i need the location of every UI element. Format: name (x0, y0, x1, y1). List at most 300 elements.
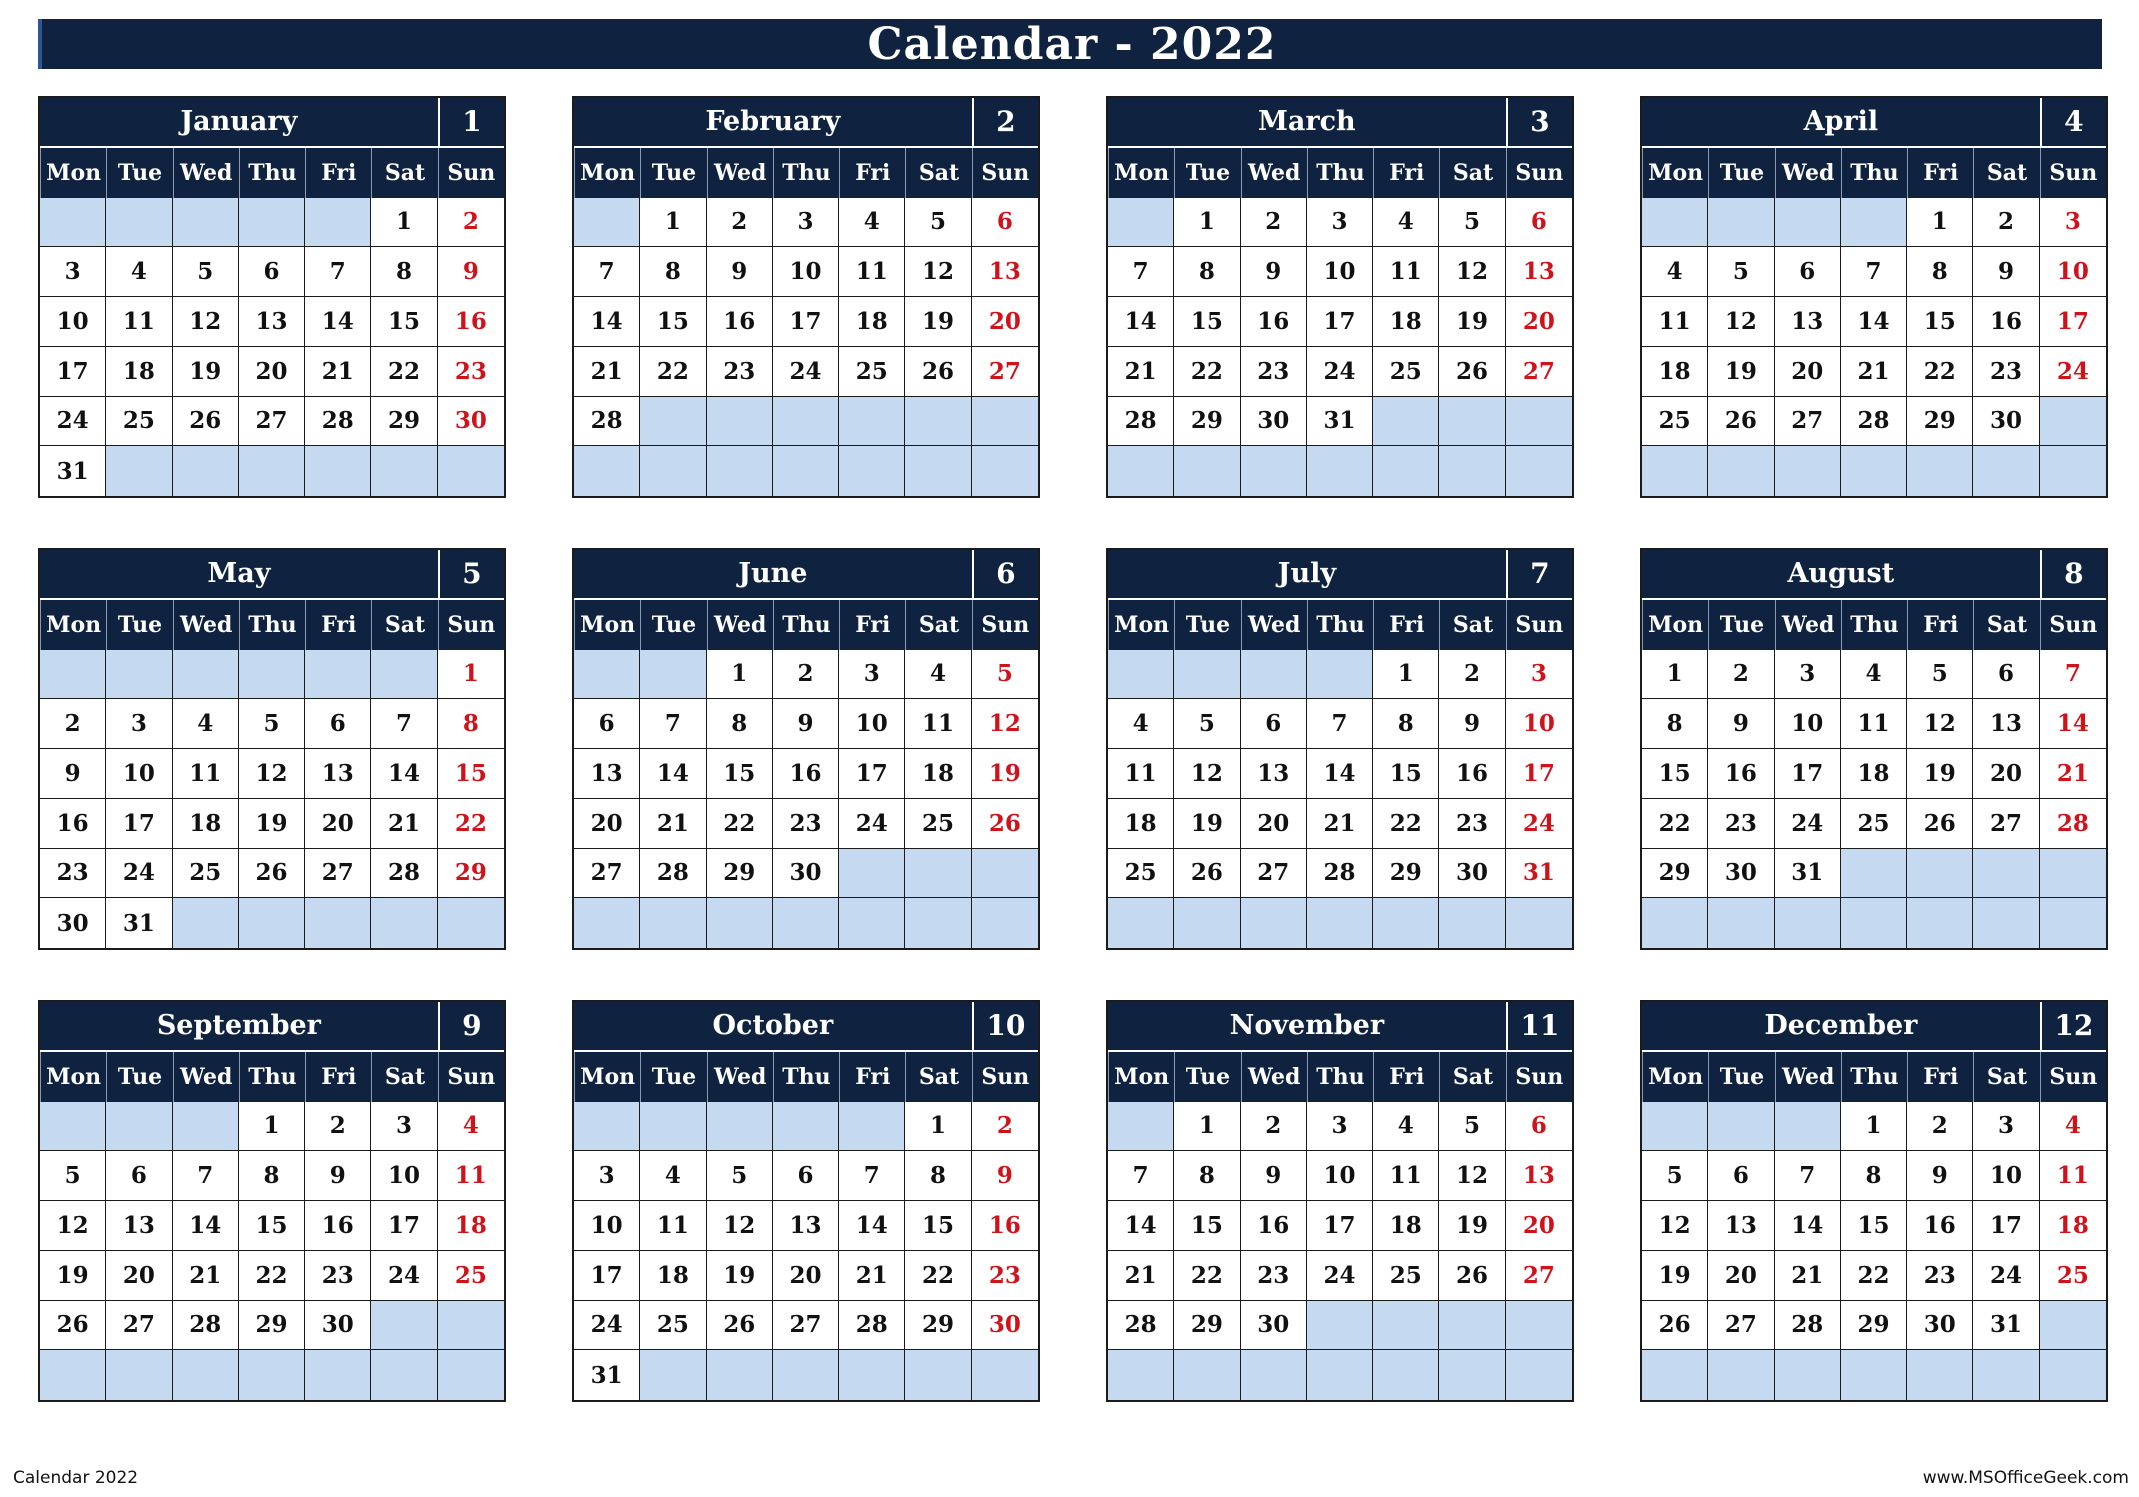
weekday-header: Thu (773, 1052, 839, 1102)
weekday-header: Wed (707, 1052, 773, 1102)
day-cell: 9 (305, 1151, 371, 1201)
weekday-header: Mon (574, 148, 640, 198)
day-cell: 8 (1174, 1151, 1240, 1201)
empty-day-cell (1973, 446, 2039, 496)
month-name: August (1642, 550, 2040, 600)
day-cell: 10 (1307, 1151, 1373, 1201)
day-cell: 29 (1642, 849, 1708, 899)
day-cell: 9 (972, 1151, 1038, 1201)
weekday-header: Thu (1307, 1052, 1373, 1102)
day-cell: 10 (1973, 1151, 2039, 1201)
page-title: Calendar - 2022 (867, 18, 1277, 70)
empty-day-cell (1506, 446, 1572, 496)
day-cell: 31 (574, 1350, 640, 1400)
day-cell: 2 (1973, 198, 2039, 248)
empty-day-cell (1642, 898, 1708, 948)
day-cell: 27 (574, 849, 640, 899)
day-cell: 10 (106, 749, 172, 799)
day-cell: 12 (905, 247, 971, 297)
empty-day-cell (40, 1102, 106, 1152)
empty-day-cell (173, 1102, 239, 1152)
day-cell: 14 (1307, 749, 1373, 799)
day-cell: 13 (773, 1201, 839, 1251)
weekday-header: Sun (972, 600, 1038, 650)
day-cell: 5 (1642, 1151, 1708, 1201)
day-cell: 16 (1241, 297, 1307, 347)
weekday-header: Wed (707, 148, 773, 198)
day-cell: 27 (1775, 397, 1841, 447)
day-cell: 21 (1108, 1251, 1174, 1301)
weekday-header: Thu (1841, 1052, 1907, 1102)
weekday-header: Wed (173, 148, 239, 198)
empty-day-cell (839, 446, 905, 496)
weekday-header: Mon (40, 148, 106, 198)
day-cell: 8 (1907, 247, 1973, 297)
day-cell: 4 (905, 650, 971, 700)
day-cell: 24 (773, 347, 839, 397)
day-cell: 8 (905, 1151, 971, 1201)
day-cell: 28 (1775, 1301, 1841, 1351)
day-cell: 24 (2040, 347, 2106, 397)
day-cell: 17 (40, 347, 106, 397)
month-name: September (40, 1002, 438, 1052)
day-cell: 25 (1373, 1251, 1439, 1301)
day-cell: 7 (1841, 247, 1907, 297)
weekday-header: Tue (1174, 148, 1240, 198)
day-cell: 23 (438, 347, 504, 397)
day-cell: 13 (1708, 1201, 1774, 1251)
day-cell: 18 (106, 347, 172, 397)
empty-day-cell (972, 446, 1038, 496)
day-cell: 18 (905, 749, 971, 799)
weekday-header: Fri (839, 148, 905, 198)
day-cell: 26 (1907, 799, 1973, 849)
empty-day-cell (1506, 1350, 1572, 1400)
footer-left-text: Calendar 2022 (13, 1468, 139, 1488)
day-cell: 17 (371, 1201, 437, 1251)
day-cell: 28 (305, 397, 371, 447)
day-cell: 28 (173, 1301, 239, 1351)
day-cell: 16 (1241, 1201, 1307, 1251)
day-cell: 6 (106, 1151, 172, 1201)
day-cell: 14 (1841, 297, 1907, 347)
day-cell: 26 (173, 397, 239, 447)
day-cell: 21 (574, 347, 640, 397)
weekday-header: Tue (1174, 1052, 1240, 1102)
empty-day-cell (1841, 898, 1907, 948)
month-block-december (1640, 1000, 2108, 1402)
day-cell: 28 (371, 849, 437, 899)
empty-day-cell (707, 1350, 773, 1400)
day-cell: 2 (1439, 650, 1505, 700)
empty-day-cell (2040, 397, 2106, 447)
day-cell: 12 (972, 699, 1038, 749)
day-cell: 13 (1506, 247, 1572, 297)
empty-day-cell (106, 650, 172, 700)
day-cell: 7 (1108, 247, 1174, 297)
day-cell: 20 (1506, 1201, 1572, 1251)
empty-day-cell (1307, 1301, 1373, 1351)
empty-day-cell (1439, 397, 1505, 447)
day-cell: 6 (305, 699, 371, 749)
day-cell: 3 (1307, 198, 1373, 248)
empty-day-cell (1506, 898, 1572, 948)
empty-day-cell (438, 1350, 504, 1400)
day-cell: 5 (1174, 699, 1240, 749)
weekday-header: Tue (1708, 148, 1774, 198)
day-cell: 30 (773, 849, 839, 899)
day-cell: 14 (371, 749, 437, 799)
day-cell: 17 (1506, 749, 1572, 799)
day-cell: 4 (839, 198, 905, 248)
month-name: January (40, 98, 438, 148)
day-cell: 29 (1174, 397, 1240, 447)
day-cell: 25 (905, 799, 971, 849)
day-cell: 16 (438, 297, 504, 347)
empty-day-cell (239, 198, 305, 248)
day-cell: 3 (839, 650, 905, 700)
day-cell: 9 (773, 699, 839, 749)
day-cell: 26 (1642, 1301, 1708, 1351)
day-cell: 25 (1841, 799, 1907, 849)
day-cell: 30 (305, 1301, 371, 1351)
empty-day-cell (239, 898, 305, 948)
day-cell: 21 (2040, 749, 2106, 799)
day-cell: 30 (438, 397, 504, 447)
day-cell: 30 (1907, 1301, 1973, 1351)
weekday-header: Mon (574, 600, 640, 650)
day-cell: 15 (1642, 749, 1708, 799)
day-cell: 21 (839, 1251, 905, 1301)
weekday-header: Thu (239, 1052, 305, 1102)
day-cell: 26 (1174, 849, 1240, 899)
empty-day-cell (1708, 198, 1774, 248)
weekday-header: Sun (1506, 148, 1572, 198)
day-cell: 22 (1642, 799, 1708, 849)
day-cell: 20 (106, 1251, 172, 1301)
day-cell: 15 (438, 749, 504, 799)
day-cell: 4 (1841, 650, 1907, 700)
month-block-august (1640, 548, 2108, 950)
day-cell: 17 (1307, 1201, 1373, 1251)
empty-day-cell (2040, 1301, 2106, 1351)
weekday-header: Sun (1506, 1052, 1572, 1102)
empty-day-cell (2040, 849, 2106, 899)
weekday-header: Sat (1973, 600, 2039, 650)
day-cell: 18 (438, 1201, 504, 1251)
empty-day-cell (839, 1350, 905, 1400)
day-cell: 27 (1506, 347, 1572, 397)
day-cell: 25 (438, 1251, 504, 1301)
day-cell: 19 (1174, 799, 1240, 849)
day-cell: 28 (574, 397, 640, 447)
day-cell: 9 (1241, 247, 1307, 297)
day-cell: 12 (173, 297, 239, 347)
day-cell: 6 (239, 247, 305, 297)
weekday-header: Sat (1439, 1052, 1505, 1102)
day-cell: 14 (839, 1201, 905, 1251)
empty-day-cell (640, 898, 706, 948)
weekday-header: Thu (239, 600, 305, 650)
day-cell: 13 (239, 297, 305, 347)
empty-day-cell (371, 650, 437, 700)
day-cell: 14 (574, 297, 640, 347)
month-number: 2 (972, 98, 1038, 148)
day-cell: 26 (1439, 1251, 1505, 1301)
day-cell: 12 (1439, 247, 1505, 297)
empty-day-cell (1241, 898, 1307, 948)
empty-day-cell (773, 898, 839, 948)
day-cell: 4 (173, 699, 239, 749)
day-cell: 16 (1973, 297, 2039, 347)
day-cell: 1 (1174, 198, 1240, 248)
day-cell: 15 (1841, 1201, 1907, 1251)
day-cell: 7 (1108, 1151, 1174, 1201)
day-cell: 22 (1174, 1251, 1240, 1301)
day-cell: 27 (239, 397, 305, 447)
weekday-header: Wed (1775, 600, 1841, 650)
day-cell: 2 (1241, 198, 1307, 248)
day-cell: 27 (1241, 849, 1307, 899)
weekday-header: Tue (106, 148, 172, 198)
weekday-header: Tue (1708, 600, 1774, 650)
day-cell: 21 (305, 347, 371, 397)
day-cell: 22 (239, 1251, 305, 1301)
day-cell: 31 (1775, 849, 1841, 899)
weekday-header: Sun (972, 1052, 1038, 1102)
day-cell: 29 (438, 849, 504, 899)
empty-day-cell (1439, 898, 1505, 948)
empty-day-cell (574, 898, 640, 948)
day-cell: 16 (1708, 749, 1774, 799)
day-cell: 25 (173, 849, 239, 899)
weekday-header: Sun (2040, 600, 2106, 650)
weekday-header: Fri (1907, 148, 1973, 198)
day-cell: 17 (574, 1251, 640, 1301)
day-cell: 31 (1506, 849, 1572, 899)
day-cell: 1 (1907, 198, 1973, 248)
empty-day-cell (972, 898, 1038, 948)
day-cell: 16 (773, 749, 839, 799)
day-cell: 23 (1973, 347, 2039, 397)
day-cell: 2 (1907, 1102, 1973, 1152)
empty-day-cell (1642, 198, 1708, 248)
empty-day-cell (640, 650, 706, 700)
weekday-header: Mon (1108, 148, 1174, 198)
day-cell: 14 (1108, 297, 1174, 347)
empty-day-cell (707, 898, 773, 948)
weekday-header: Wed (1775, 1052, 1841, 1102)
day-cell: 8 (371, 247, 437, 297)
day-cell: 20 (239, 347, 305, 397)
weekday-header: Tue (1174, 600, 1240, 650)
day-cell: 15 (905, 1201, 971, 1251)
empty-day-cell (640, 1350, 706, 1400)
day-cell: 19 (173, 347, 239, 397)
weekday-header: Fri (1907, 1052, 1973, 1102)
empty-day-cell (905, 1350, 971, 1400)
empty-day-cell (1708, 446, 1774, 496)
day-cell: 18 (640, 1251, 706, 1301)
month-block-september (38, 1000, 506, 1402)
day-cell: 11 (438, 1151, 504, 1201)
weekday-header: Tue (640, 148, 706, 198)
weekday-header: Tue (106, 1052, 172, 1102)
empty-day-cell (640, 446, 706, 496)
month-number: 11 (1506, 1002, 1572, 1052)
day-cell: 15 (707, 749, 773, 799)
day-cell: 14 (2040, 699, 2106, 749)
month-block-july (1106, 548, 1574, 950)
empty-day-cell (1708, 1102, 1774, 1152)
day-cell: 1 (371, 198, 437, 248)
day-cell: 17 (1775, 749, 1841, 799)
day-cell: 14 (305, 297, 371, 347)
day-cell: 3 (40, 247, 106, 297)
weekday-header: Fri (1373, 148, 1439, 198)
day-cell: 2 (972, 1102, 1038, 1152)
weekday-header: Thu (1841, 148, 1907, 198)
day-cell: 11 (1642, 297, 1708, 347)
month-number: 7 (1506, 550, 1572, 600)
day-cell: 13 (1973, 699, 2039, 749)
day-cell: 25 (839, 347, 905, 397)
empty-day-cell (1439, 1350, 1505, 1400)
empty-day-cell (1108, 650, 1174, 700)
weekday-header: Sat (905, 148, 971, 198)
empty-day-cell (1108, 898, 1174, 948)
day-cell: 12 (239, 749, 305, 799)
empty-day-cell (574, 446, 640, 496)
month-number: 12 (2040, 1002, 2106, 1052)
day-cell: 15 (1907, 297, 1973, 347)
day-cell: 16 (707, 297, 773, 347)
day-cell: 20 (305, 799, 371, 849)
calendar-title-bar (38, 19, 2102, 69)
day-cell: 1 (707, 650, 773, 700)
day-cell: 24 (1775, 799, 1841, 849)
day-cell: 23 (1439, 799, 1505, 849)
day-cell: 5 (1708, 247, 1774, 297)
day-cell: 18 (1373, 297, 1439, 347)
weekday-header: Mon (1642, 148, 1708, 198)
day-cell: 17 (2040, 297, 2106, 347)
month-block-january (38, 96, 506, 498)
day-cell: 11 (905, 699, 971, 749)
day-cell: 18 (2040, 1201, 2106, 1251)
empty-day-cell (1506, 397, 1572, 447)
empty-day-cell (106, 446, 172, 496)
weekday-header: Fri (839, 600, 905, 650)
day-cell: 24 (574, 1301, 640, 1351)
empty-day-cell (438, 1301, 504, 1351)
day-cell: 6 (1506, 198, 1572, 248)
empty-day-cell (1973, 1350, 2039, 1400)
weekday-header: Sun (2040, 148, 2106, 198)
day-cell: 12 (1642, 1201, 1708, 1251)
empty-day-cell (305, 898, 371, 948)
day-cell: 9 (1241, 1151, 1307, 1201)
month-block-may (38, 548, 506, 950)
weekday-header: Thu (773, 600, 839, 650)
empty-day-cell (1373, 898, 1439, 948)
day-cell: 9 (1907, 1151, 1973, 1201)
day-cell: 10 (2040, 247, 2106, 297)
empty-day-cell (371, 1301, 437, 1351)
day-cell: 12 (1439, 1151, 1505, 1201)
day-cell: 23 (773, 799, 839, 849)
empty-day-cell (40, 650, 106, 700)
day-cell: 27 (972, 347, 1038, 397)
day-cell: 8 (707, 699, 773, 749)
day-cell: 20 (972, 297, 1038, 347)
empty-day-cell (1775, 1350, 1841, 1400)
day-cell: 14 (1108, 1201, 1174, 1251)
day-cell: 23 (1241, 1251, 1307, 1301)
day-cell: 4 (1373, 198, 1439, 248)
day-cell: 26 (905, 347, 971, 397)
footer-website-text: www.MSOfficeGeek.com (1922, 1468, 2129, 1488)
day-cell: 11 (1373, 247, 1439, 297)
month-number: 6 (972, 550, 1038, 600)
day-cell: 26 (239, 849, 305, 899)
day-cell: 1 (1841, 1102, 1907, 1152)
empty-day-cell (1174, 1350, 1240, 1400)
empty-day-cell (40, 198, 106, 248)
empty-day-cell (1973, 898, 2039, 948)
day-cell: 15 (1174, 297, 1240, 347)
empty-day-cell (905, 849, 971, 899)
day-cell: 11 (1108, 749, 1174, 799)
day-cell: 26 (1439, 347, 1505, 397)
empty-day-cell (1241, 1350, 1307, 1400)
empty-day-cell (1108, 198, 1174, 248)
weekday-header: Fri (1907, 600, 1973, 650)
empty-day-cell (1307, 446, 1373, 496)
day-cell: 6 (1973, 650, 2039, 700)
day-cell: 7 (305, 247, 371, 297)
day-cell: 31 (40, 446, 106, 496)
empty-day-cell (1775, 198, 1841, 248)
day-cell: 4 (1373, 1102, 1439, 1152)
day-cell: 10 (773, 247, 839, 297)
day-cell: 6 (1775, 247, 1841, 297)
month-block-november (1106, 1000, 1574, 1402)
day-cell: 18 (1841, 749, 1907, 799)
empty-day-cell (640, 397, 706, 447)
day-cell: 17 (839, 749, 905, 799)
day-cell: 20 (1973, 749, 2039, 799)
day-cell: 8 (1841, 1151, 1907, 1201)
day-cell: 13 (1241, 749, 1307, 799)
day-cell: 26 (972, 799, 1038, 849)
day-cell: 28 (839, 1301, 905, 1351)
day-cell: 28 (2040, 799, 2106, 849)
empty-day-cell (173, 198, 239, 248)
empty-day-cell (574, 198, 640, 248)
day-cell: 27 (106, 1301, 172, 1351)
empty-day-cell (1775, 446, 1841, 496)
month-name: October (574, 1002, 972, 1052)
day-cell: 4 (1108, 699, 1174, 749)
weekday-header: Mon (1642, 600, 1708, 650)
day-cell: 15 (371, 297, 437, 347)
day-cell: 17 (1973, 1201, 2039, 1251)
empty-day-cell (106, 198, 172, 248)
weekday-header: Mon (574, 1052, 640, 1102)
day-cell: 4 (2040, 1102, 2106, 1152)
day-cell: 22 (1907, 347, 1973, 397)
